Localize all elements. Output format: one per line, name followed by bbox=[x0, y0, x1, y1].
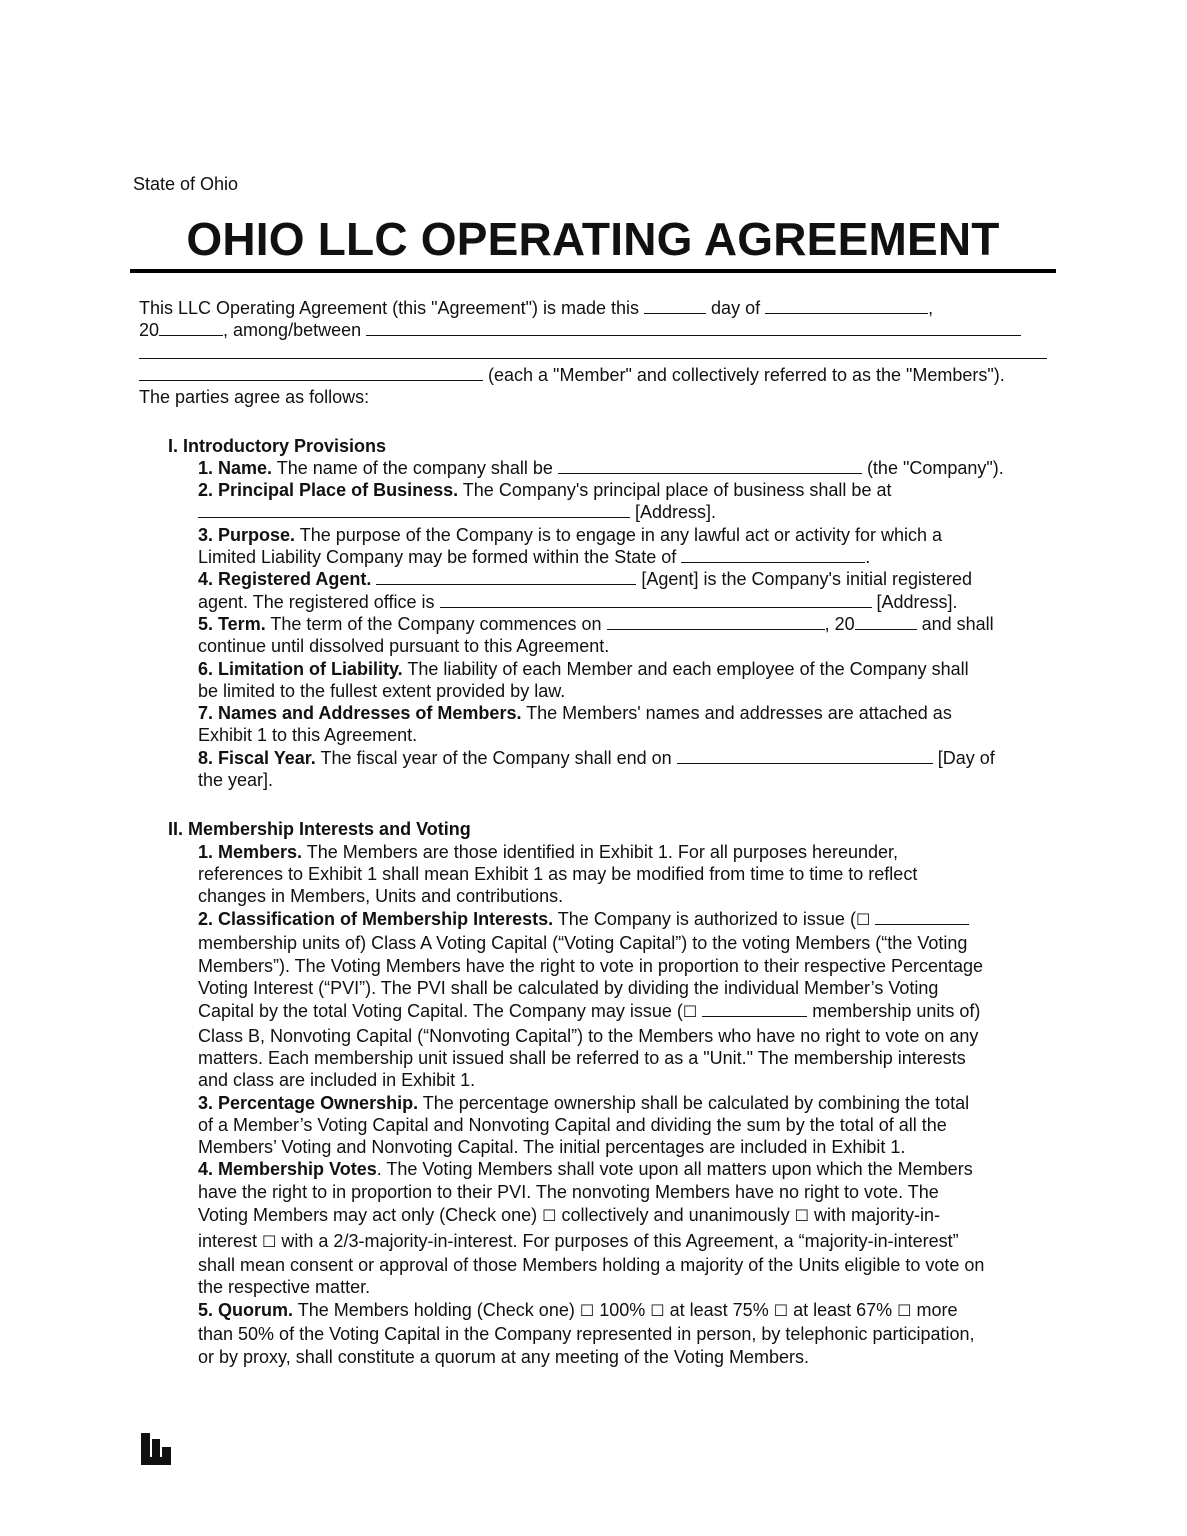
clause-registered-agent: 4. Registered Agent. [Agent] is the Company's initial registered bbox=[198, 569, 973, 589]
state-blank[interactable] bbox=[681, 547, 865, 563]
checkbox-icon[interactable]: ☐ bbox=[542, 1206, 557, 1225]
clause-classification-5: Capital by the total Voting Capital. The Company may issue (☐ membership units of) bbox=[198, 1001, 981, 1021]
clause-percentage: 3. Percentage Ownership. The percentage ownership shall be calculated by combining the total bbox=[198, 1093, 970, 1113]
clause-quorum-3: or by proxy, shall constitute a quorum at any meeting of the Voting Members. bbox=[198, 1347, 809, 1367]
section-2-heading: II. Membership Interests and Voting bbox=[168, 819, 471, 839]
registered-office-blank[interactable] bbox=[440, 592, 872, 608]
clause-term-2: continue until dissolved pursuant to this Agreement. bbox=[198, 636, 610, 656]
year-blank[interactable] bbox=[159, 320, 223, 336]
clause-percentage-3: Members’ Voting and Nonvoting Capital. The initial percentages are included in Exhibit 1. bbox=[198, 1137, 906, 1157]
clause-term: 5. Term. The term of the Company commences on , 20 and shall bbox=[198, 614, 994, 634]
class-a-units-blank[interactable] bbox=[875, 909, 969, 925]
parties-blank-1[interactable] bbox=[366, 320, 1021, 336]
clause-classification-6: Class B, Nonvoting Capital (“Nonvoting Capital”) to the Members who have no right to vote on any bbox=[198, 1026, 979, 1046]
intro-line-5: The parties agree as follows: bbox=[139, 387, 370, 407]
state-label: State of Ohio bbox=[133, 174, 239, 194]
checkbox-icon[interactable]: ☐ bbox=[855, 910, 871, 929]
clause-votes-3: Voting Members may act only (Check one) ☐ collectively and unanimously ☐ with majority-in- bbox=[198, 1205, 941, 1225]
intro-line-3 bbox=[139, 342, 1047, 364]
clause-votes-6: the respective matter. bbox=[198, 1277, 371, 1297]
intro-line-1: This LLC Operating Agreement (this "Agreement") is made this day of , bbox=[139, 298, 934, 318]
clause-purpose: 3. Purpose. The purpose of the Company is to engage in any lawful act or activity for which a bbox=[198, 525, 943, 545]
clause-liability-2: be limited to the fullest extent provided by law. bbox=[198, 681, 566, 701]
clause-votes-2: have the right to in proportion to their PVI. The nonvoting Members have no right to vote. The bbox=[198, 1182, 939, 1202]
title-rule bbox=[130, 269, 1056, 273]
checkbox-icon[interactable]: ☐ bbox=[650, 1301, 665, 1320]
clause-quorum: 5. Quorum. The Members holding (Check one) ☐ 100% ☐ at least 75% ☐ at least 67% ☐ more bbox=[198, 1300, 958, 1320]
section-1-heading: I. Introductory Provisions bbox=[168, 436, 387, 456]
parties-blank-3[interactable] bbox=[139, 365, 483, 381]
clause-classification-3: Members”). The Voting Members have the right to vote in proportion to their respective Percentage bbox=[198, 956, 984, 976]
checkbox-icon[interactable]: ☐ bbox=[794, 1206, 810, 1225]
business-address-blank[interactable] bbox=[198, 502, 630, 518]
clause-votes-4: interest ☐ with a 2/3-majority-in-interest. For purposes of this Agreement, a “majority-in-interest” bbox=[198, 1231, 959, 1251]
clause-classification-8: and class are included in Exhibit 1. bbox=[198, 1070, 476, 1090]
clause-principal-place: 2. Principal Place of Business. The Company's principal place of business shall be at bbox=[198, 480, 892, 500]
checkbox-icon[interactable]: ☐ bbox=[897, 1301, 912, 1320]
checkbox-icon[interactable]: ☐ bbox=[579, 1301, 595, 1320]
clause-classification: 2. Classification of Membership Interests. The Company is authorized to issue (☐ bbox=[198, 908, 969, 931]
term-year-blank[interactable] bbox=[855, 614, 917, 630]
intro-line-4: (each a "Member" and collectively referred to as the "Members"). bbox=[139, 364, 1005, 386]
clause-liability: 6. Limitation of Liability. The liability of each Member and each employee of the Company shall bbox=[198, 659, 969, 679]
clause-principal-place-2: [Address]. bbox=[198, 501, 716, 523]
checkbox-icon[interactable]: ☐ bbox=[773, 1301, 789, 1320]
clause-name: 1. Name. The name of the company shall be (the "Company"). bbox=[198, 458, 1004, 478]
clause-classification-4: Voting Interest (“PVI”). The PVI shall be calculated by dividing the individual Member’s Voting bbox=[198, 978, 939, 998]
clause-members: 1. Members. The Members are those identified in Exhibit 1. For all purposes hereunder, bbox=[198, 842, 899, 862]
document-title: OHIO LLC OPERATING AGREEMENT bbox=[186, 213, 1000, 265]
day-blank[interactable] bbox=[644, 298, 706, 314]
parties-blank-2[interactable] bbox=[139, 343, 1047, 359]
fiscal-end-blank[interactable] bbox=[677, 748, 933, 764]
checkbox-icon[interactable]: ☐ bbox=[262, 1232, 277, 1251]
clause-percentage-2: of a Member’s Voting Capital and Nonvoting Capital and dividing the sum by the total of all the bbox=[198, 1115, 947, 1135]
clause-fiscal-year: 8. Fiscal Year. The fiscal year of the Company shall end on [Day of bbox=[198, 748, 995, 768]
clause-members-2: references to Exhibit 1 shall mean Exhibit 1 as may be modified from time to time to reflect bbox=[198, 864, 918, 884]
term-date-blank[interactable] bbox=[607, 614, 825, 630]
agent-blank[interactable] bbox=[376, 569, 636, 585]
brand-logo-icon bbox=[141, 1433, 171, 1465]
intro-line-2: 20 , among/between bbox=[139, 319, 1021, 341]
clause-votes-5: shall mean consent or approval of those Members holding a majority of the Units eligible to vote on bbox=[198, 1255, 985, 1275]
checkbox-icon[interactable]: ☐ bbox=[682, 1002, 698, 1021]
month-blank[interactable] bbox=[765, 298, 928, 314]
clause-votes: 4. Membership Votes. The Voting Members shall vote upon all matters upon which the Members bbox=[198, 1159, 973, 1179]
clause-members-3: changes in Members, Units and contributions. bbox=[198, 886, 564, 906]
clause-member-names-2: Exhibit 1 to this Agreement. bbox=[198, 725, 418, 745]
clause-classification-7: matters. Each membership unit issued shall be referred to as a "Unit." The membership interests bbox=[198, 1048, 966, 1068]
clause-quorum-2: than 50% of the Voting Capital in the Company represented in person, by telephonic participation, bbox=[198, 1324, 975, 1344]
company-name-blank[interactable] bbox=[558, 458, 862, 474]
clause-classification-2: membership units of) Class A Voting Capital (“Voting Capital”) to the voting Members (“the Voting bbox=[198, 933, 968, 953]
clause-member-names: 7. Names and Addresses of Members. The Members' names and addresses are attached as bbox=[198, 703, 952, 723]
clause-purpose-2: Limited Liability Company may be formed within the State of . bbox=[198, 547, 871, 567]
class-b-units-blank[interactable] bbox=[702, 1001, 807, 1017]
clause-registered-agent-2: agent. The registered office is [Address]. bbox=[198, 592, 958, 612]
clause-fiscal-year-2: the year]. bbox=[198, 770, 274, 790]
